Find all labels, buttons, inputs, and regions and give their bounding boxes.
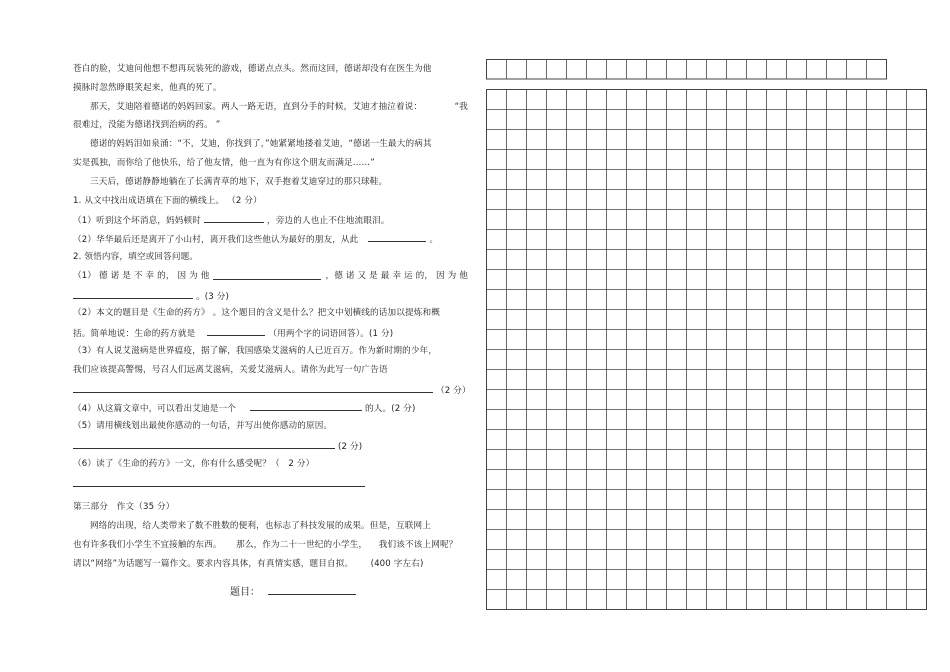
- passage-text: 那天，艾迪陪着德诺的妈妈回家。两人一路无语，直到分手的时候，艾迪才抽泣着说：: [90, 101, 423, 112]
- question-text: （4）从这篇文章中，可以看出艾迪是一个: [73, 404, 237, 415]
- question-text: 。: [429, 235, 439, 246]
- composition-prompt-line: 网络的出现，给人类带来了数不胜数的便利，也标志了科技发展的成果。但是，互联网上: [90, 521, 432, 532]
- question-2-3-answer: [73, 380, 471, 399]
- question-text: (2 分): [338, 441, 363, 452]
- passage-line: 德诺的妈妈泪如泉涌：“不，艾迪，你找到了，”她紧紧地搂着艾迪，“德诺一生最大的病其: [90, 139, 432, 150]
- answer-blank[interactable]: [73, 380, 433, 393]
- answer-blank[interactable]: [250, 398, 362, 411]
- prompt-text: 也有许多我们小学生不宜接触的东西。: [73, 539, 222, 550]
- answer-blank[interactable]: [368, 229, 426, 242]
- composition-prompt-line: [73, 536, 468, 555]
- passage-text: “我: [454, 101, 468, 112]
- passage-line: 三天后，德诺静静地躺在了长满青草的地下，双手抱着艾迪穿过的那只球鞋。: [90, 176, 388, 187]
- question-2-6-answer: [73, 474, 468, 493]
- question-2-1-cont: [73, 286, 468, 305]
- answer-blank[interactable]: [207, 323, 265, 336]
- question-2-5: （5）请用横线划出最使你感动的一句话，并写出使你感动的原因。: [73, 421, 333, 432]
- question-2-2-cont: [73, 323, 468, 342]
- writing-grid[interactable]: [486, 89, 928, 611]
- answer-blank[interactable]: [213, 267, 321, 280]
- question-2-3-cont: 我们应该提高警惕，号召人们远离艾滋病，关爱艾滋病人。请你为此写一句广告语: [73, 364, 388, 375]
- question-2-2: （2）本文的题目是《生命的药方》 。这个题目的含义是什么？把文中划横线的话加以提炼和概: [73, 308, 440, 319]
- question-text: 2 分）: [288, 458, 315, 469]
- answer-blank[interactable]: [73, 286, 193, 299]
- part-3-heading: 第三部分 作文（35 分）: [73, 502, 175, 513]
- question-2-6: [73, 455, 468, 474]
- question-1-heading: 1. 从文中找出成语填在下面的横线上。 （2 分）: [73, 195, 262, 206]
- question-2-1: [73, 267, 468, 286]
- question-text: 括。简单地说：生命的药方就是: [73, 329, 196, 340]
- passage-line: [73, 98, 468, 117]
- title-blank[interactable]: [268, 585, 356, 595]
- composition-title-field: [230, 583, 359, 598]
- passage-line: 很难过，没能为德诺找到治病的药。 ”: [73, 120, 221, 131]
- answer-blank[interactable]: [73, 474, 365, 487]
- question-2-3: （3）有人说艾滋病是世界瘟疫，据了解，我国感染艾滋病的人已近百万。作为新时期的少年，: [73, 345, 438, 356]
- prompt-text: (400 字左右): [370, 558, 424, 569]
- question-text: （用两个字的词语回答）。(1 分): [268, 329, 394, 340]
- prompt-text: 我们该不该上网呢？: [378, 539, 458, 550]
- exam-text-column: [73, 60, 471, 574]
- prompt-text: 那么，作为二十一世纪的小学生，: [236, 539, 368, 550]
- passage-line: 摸脉时忽然睁眼笑起来，他真的死了。: [73, 82, 222, 93]
- question-1-2: [73, 229, 468, 248]
- question-2-5-answer: [73, 436, 468, 455]
- question-text: （2 分）: [436, 385, 471, 396]
- question-text: ，德 诺 又 是 最 幸 运 的， 因 为 他: [325, 270, 468, 281]
- answer-blank[interactable]: [73, 436, 335, 449]
- question-text: 的人。(2 分): [365, 404, 416, 415]
- question-2-heading: 2. 领悟内容，填空或回答问题。: [73, 251, 199, 262]
- question-2-4: [73, 398, 468, 417]
- question-text: （1）听到这个坏消息，妈妈顿时: [73, 216, 202, 227]
- passage-line: 苍白的脸，艾迪问他想不想再玩装死的游戏，德诺点点头。然而这回，德诺却没有在医生为他: [73, 64, 432, 74]
- answer-blank[interactable]: [204, 210, 264, 223]
- passage-line: 实是孤独，而你给了他快乐，给了他友情，他一直为有你这个朋友而满足……”: [73, 157, 375, 168]
- question-text: ，旁边的人也止不住地流眼泪。: [267, 216, 390, 227]
- prompt-text: 请以“网络”为话题写一篇作文。要求内容具体，有真情实感，题目自拟。: [73, 558, 354, 569]
- question-text: （1） 德 诺 是 不 幸 的， 因 为 他: [73, 270, 210, 281]
- composition-prompt-line: [73, 555, 468, 574]
- top-writing-grid[interactable]: [486, 59, 888, 80]
- title-label: 题目：: [230, 587, 260, 598]
- question-text: （6）读了《生命的药方》一文，你有什么感受呢？（: [73, 458, 280, 469]
- question-text: （2）华华最后还是离开了小山村，离开我们这些他认为最好的朋友，从此: [73, 235, 359, 246]
- question-1-1: [73, 210, 468, 229]
- question-text: 。(3 分): [196, 291, 229, 302]
